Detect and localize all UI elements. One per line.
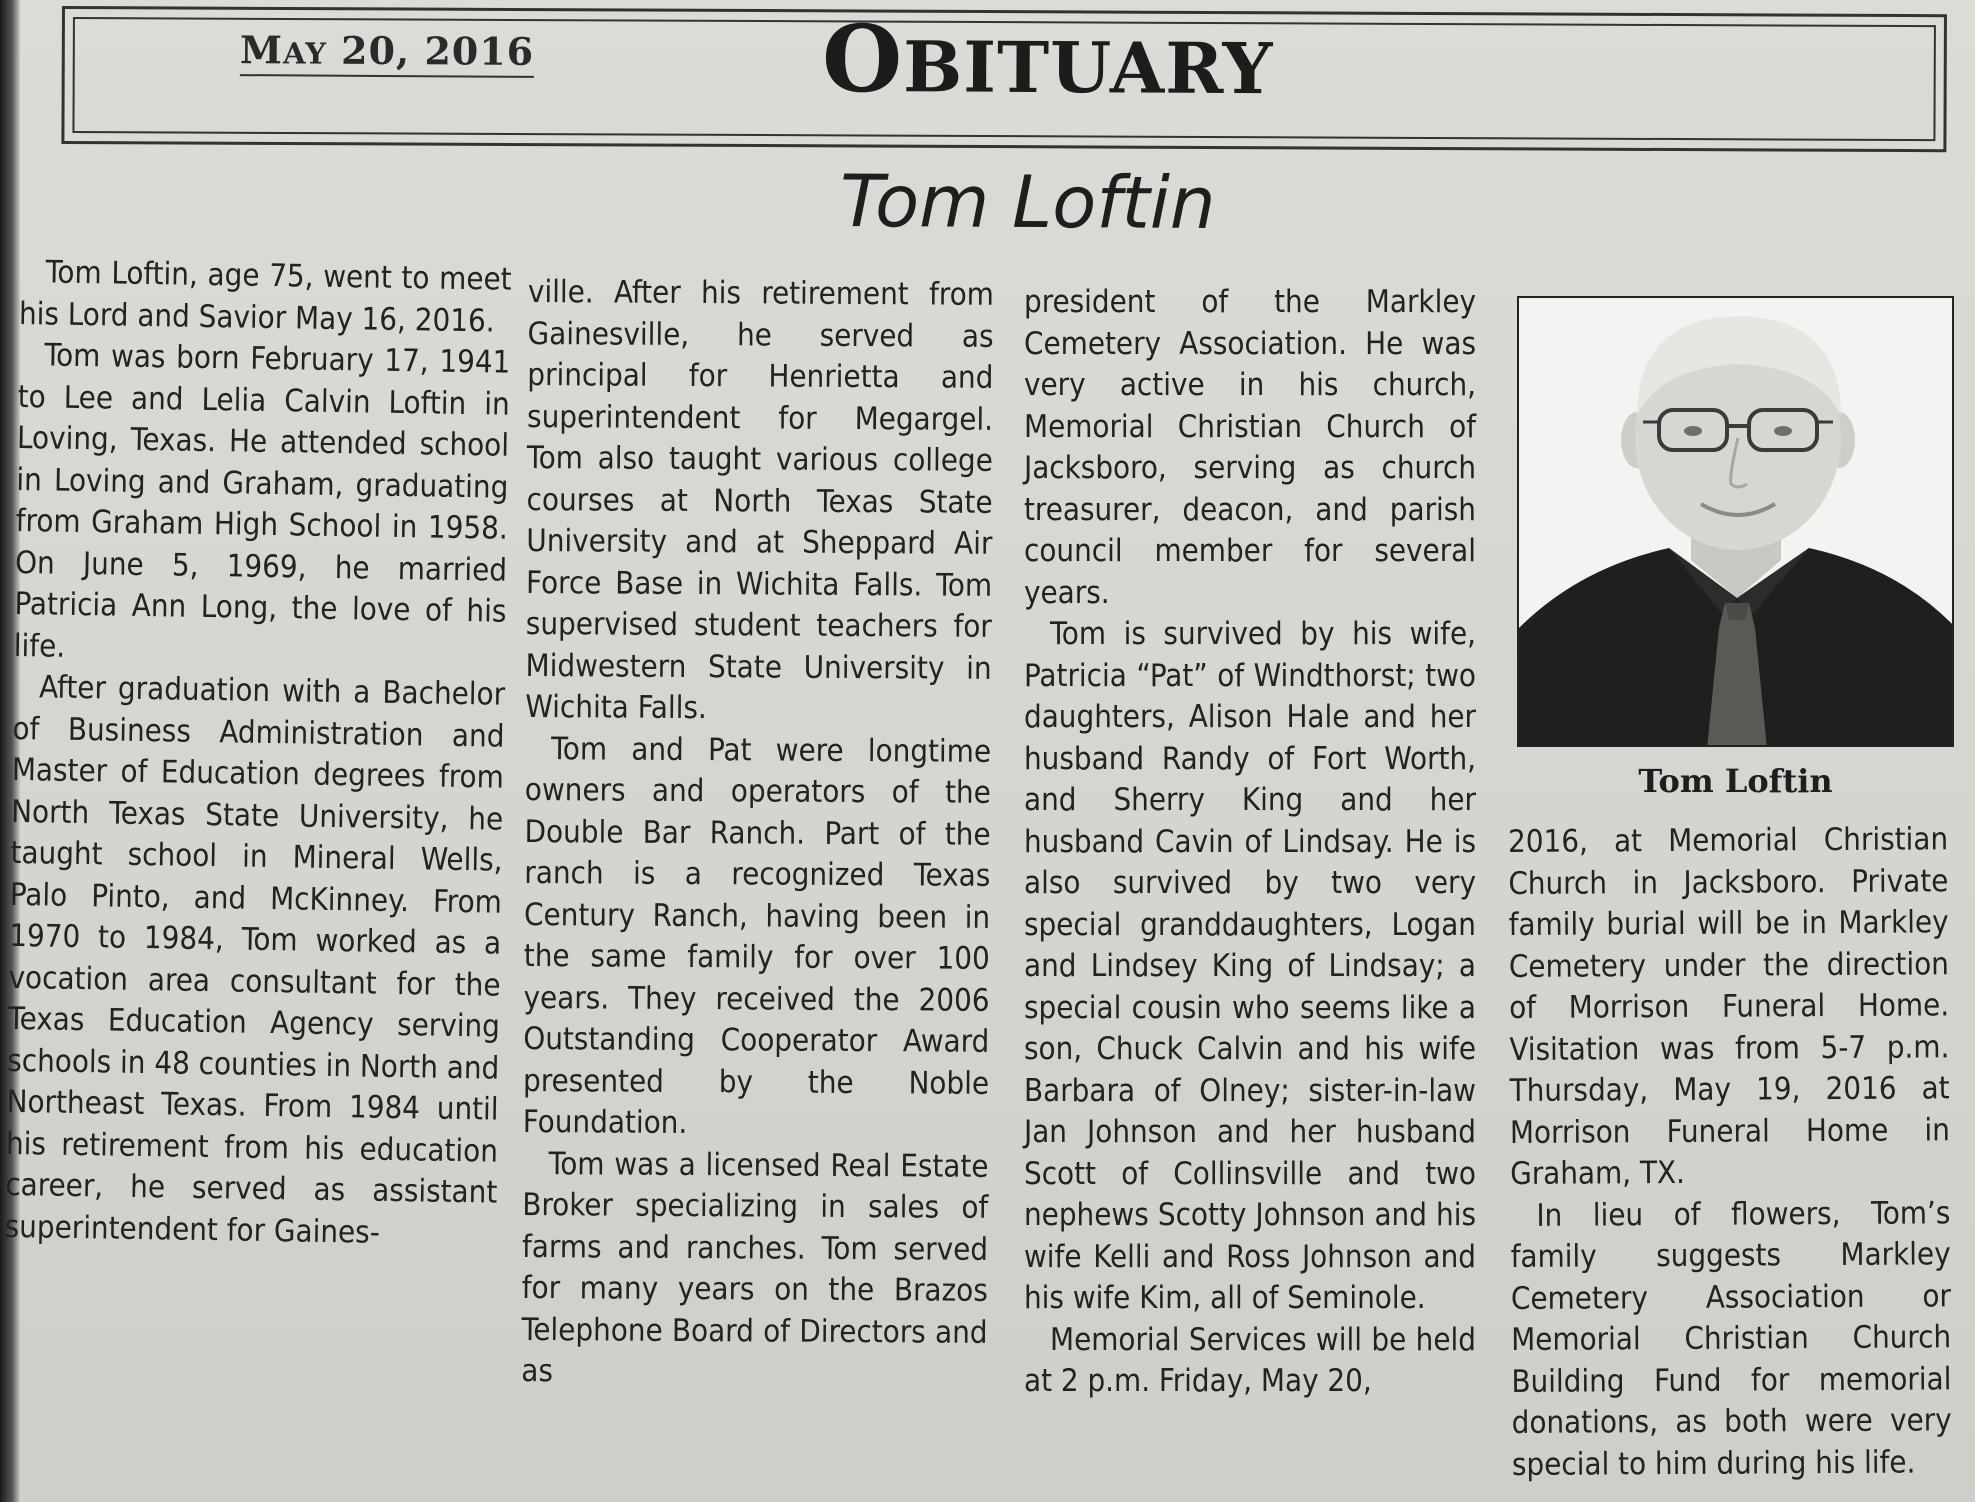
article-column-4 [1508,819,1952,1486]
section-title [821,4,1274,114]
section-title-rest: BITUARY [902,25,1274,111]
paragraph: Tom Loftin, age 75, went to meet his Lord and Savior May 16, 2016. [18,254,512,339]
issue-date-day-year: 20, 2016 [326,27,535,74]
portrait-photo [1517,296,1954,747]
paragraph: Tom was a licensed Real Estate Broker specializing in sales of farms and ranches. Tom served for many years on the Brazos Telephone Board of Directors and as [521,1145,989,1390]
portrait-illustration [1519,298,1954,747]
obituary-name-heading: Tom Loftin [839,159,1216,245]
issue-date-initial: M [239,27,284,73]
issue-date-month-rest: AY [282,36,327,71]
paragraph: Tom and Pat were longtime owners and operators of the Double Bar Ranch. Part of the ranch is a recognized Texas Century Ranch, having been in the same family for over 100 years. They received the 2006 Outstanding Cooperator Award presented by the Noble Foundation. [522,730,992,1141]
paragraph: 2016, at Memorial Christian Church in Jacksboro. Private family burial will be in Markley Cemetery under the direction of Morrison Funeral Home. Visitation was from 5-7 p.m. Thursday, May 19, 2016 at Morrison Funeral Home in Graham, TX. [1508,821,1950,1192]
section-title-initial: O [821,4,904,114]
paragraph: president of the Markley Cemetery Association. He was very active in his church, Memorial Christian Church of Jacksboro, serving as church treasurer, deacon, and parish council member for several years. [1024,284,1476,611]
photo-caption: Tom Loftin [1638,762,1833,800]
paragraph: Tom is survived by his wife, Patricia “Pat” of Windthorst; two daughters, Alison Hale and her husband Randy of Fort Worth, and Sherry King and her husband Cavin of Lindsay. He is also survived by two very special granddaughters, Logan and Lindsey King of Lindsay; a special cousin who seems like a son, Chuck Calvin and his wife Barbara of Olney; sister-in-law Jan Johnson and her husband Scott of Collinsville and two nephews Scotty Johnson and his wife Kelli and Ross Johnson and his wife Kim, all of Seminole. [1024,616,1476,1316]
issue-date [240,27,534,78]
article-column-3 [1024,282,1476,1403]
paragraph: Memorial Services will be held at 2 p.m. Friday, May 20, [1024,1321,1476,1399]
paragraph: Tom was born February 17, 1941 to Lee and Lelia Calvin Loftin in Loving, Texas. He attended school in Loving and Graham, graduating from Graham High School in 1958. On June 5, 1969, he married Patricia Ann Long, the love of his life. [13,337,511,665]
article-column-2 [521,272,994,1395]
paragraph: After graduation with a Bachelor of Business Administration and Master of Education degrees from North Texas State University, he taught school in Mineral Wells, Palo Pinto, and McKinney. From 1970 to 1984, Tom worked as a vocation area consultant for the Texas Education Agency serving schools in 48 counties in North and Northeast Texas. From 1984 until his retirement from his education career, he served as assistant superintendent for Gaines- [4,669,506,1251]
paragraph: ville. After his retirement from Gainesville, he served as principal for Henrietta and superintendent for Megargel. Tom also taught various college courses at North Texas State University and at Sheppard Air Force Base in Wichita Falls. Tom supervised student teachers for Midwestern State University in Wichita Falls. [525,273,994,727]
paragraph: In lieu of flowers, Tom’s family suggests Markley Cemetery Association or Memorial Christian Church Building Fund for memorial donations, as both were very special to him during his life. [1510,1194,1952,1483]
article-column-1 [4,252,512,1256]
